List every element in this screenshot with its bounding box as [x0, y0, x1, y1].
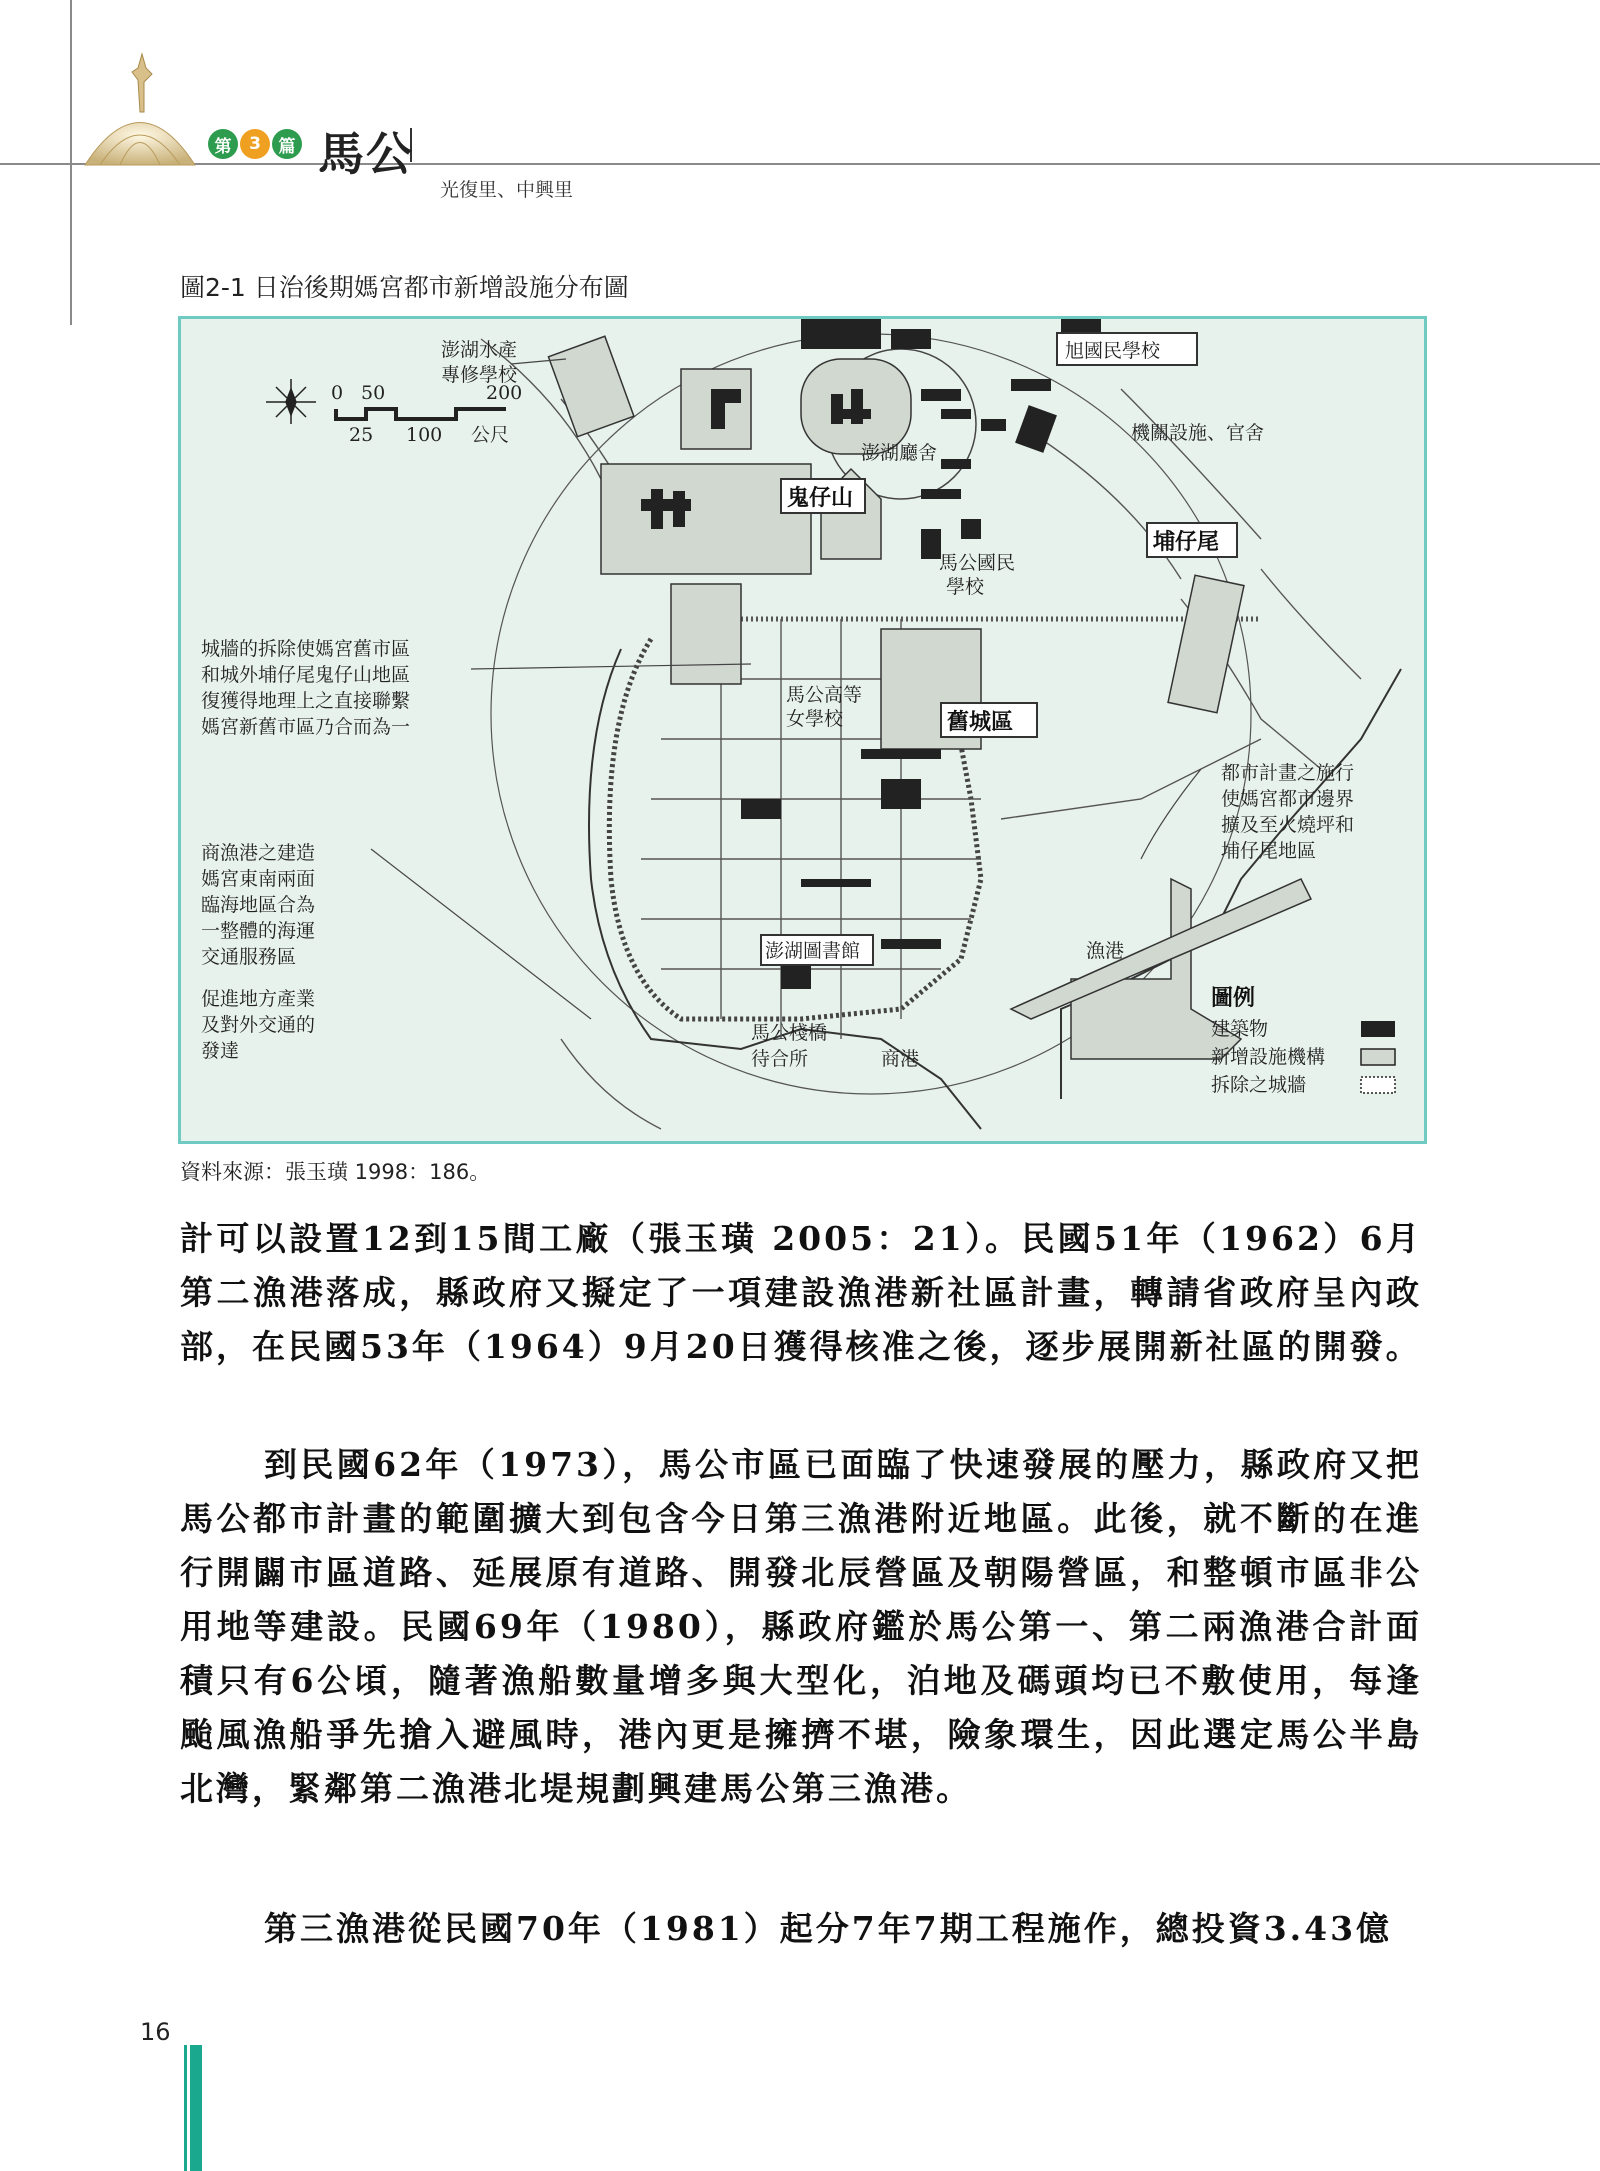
chapter-title: 馬公	[318, 127, 414, 181]
svg-text:復獲得地理上之直接聯繫: 復獲得地理上之直接聯繫	[201, 690, 411, 712]
chapter-subtitle: 光復里、中興里	[440, 179, 574, 201]
svg-text:舊城區: 舊城區	[947, 710, 1014, 735]
svg-text:媽宮東南兩面: 媽宮東南兩面	[201, 868, 316, 890]
svg-text:專修學校: 專修學校	[441, 364, 518, 386]
figure-source: 資料來源：張玉璜 1998：186。	[180, 1160, 491, 1184]
svg-text:埔仔尾地區: 埔仔尾地區	[1221, 840, 1317, 862]
svg-text:100: 100	[406, 424, 443, 446]
page-number: 16	[140, 2018, 171, 2046]
svg-text:一整體的海運: 一整體的海運	[201, 920, 316, 942]
body-paragraph-3: 第三漁港從民國70年（1981）起分7年7期工程施作，總投資3.43億	[264, 1909, 1393, 1948]
svg-text:新增設施機構: 新增設施機構	[1211, 1046, 1326, 1068]
svg-text:0: 0	[331, 382, 344, 404]
header-rule-horizontal	[0, 163, 1600, 165]
compass-icon	[266, 379, 316, 424]
svg-text:城牆的拆除使媽宮舊市區: 城牆的拆除使媽宮舊市區	[201, 638, 411, 660]
svg-text:都市計畫之施行: 都市計畫之施行	[1221, 762, 1355, 784]
svg-text:交通服務區: 交通服務區	[201, 946, 297, 968]
statue-dome-logo	[80, 50, 200, 168]
footer-accent-line	[184, 2045, 187, 2171]
svg-text:澎湖水產: 澎湖水產	[441, 339, 518, 361]
svg-text:臨海地區合為: 臨海地區合為	[201, 894, 316, 916]
svg-text:200: 200	[486, 382, 523, 404]
chapter-badge	[208, 128, 302, 160]
svg-text:澎湖廳舍: 澎湖廳舍	[861, 442, 938, 464]
svg-text:商港: 商港	[881, 1048, 920, 1070]
map-figure	[178, 316, 1427, 1144]
body-paragraph-1: 計可以設置12到15間工廠（張玉璜 2005：21）。民國51年（1962）6月第二漁港落成，縣政府又擬定了一項建設漁港新社區計畫，轉請省政府呈內政部，在民國53年（1964）9月20日獲得核准之後，逐步展開新社區的開發。	[180, 1219, 1422, 1366]
svg-text:馬公棧橋: 馬公棧橋	[751, 1022, 828, 1044]
svg-text:女學校: 女學校	[786, 708, 844, 730]
svg-text:馬公高等: 馬公高等	[786, 684, 863, 706]
chapter-prefix: 第	[208, 129, 238, 159]
svg-text:埔仔尾: 埔仔尾	[1153, 530, 1220, 555]
svg-text:旭國民學校: 旭國民學校	[1065, 340, 1161, 362]
svg-text:漁港: 漁港	[1086, 940, 1125, 962]
svg-text:圖例: 圖例	[1211, 986, 1256, 1011]
svg-text:商漁港之建造: 商漁港之建造	[201, 842, 316, 864]
body-paragraph-2: 到民國62年（1973），馬公市區已面臨了快速發展的壓力，縣政府又把馬公都市計畫的範圍擴大到包含今日第三漁港附近地區。此後，就不斷的在進行開闢市區道路、延展原有道路、開發北辰營區及朝陽營區，和整頓市區非公用地等建設。民國69年（1980），縣政府鑑於馬公第一、第二兩漁港合計面積只有6公頃，隨著漁船數量增多與大型化，泊地及碼頭均已不敷使用，每逢颱風漁船爭先搶入避風時，港內更是擁擠不堪，險象環生，因此選定馬公半島北灣，緊鄰第二漁港北堤規劃興建馬公第三漁港。	[180, 1445, 1422, 1808]
svg-text:拆除之城牆: 拆除之城牆	[1211, 1074, 1307, 1096]
chapter-number: 3	[240, 129, 270, 159]
svg-text:馬公國民: 馬公國民	[939, 552, 1016, 574]
svg-text:和城外埔仔尾鬼仔山地區: 和城外埔仔尾鬼仔山地區	[201, 664, 411, 686]
footer-accent-bar	[190, 2045, 202, 2171]
svg-text:機關設施、官舍: 機關設施、官舍	[1131, 422, 1265, 444]
svg-text:待合所: 待合所	[751, 1048, 809, 1070]
svg-text:50: 50	[361, 382, 386, 404]
svg-text:促進地方產業: 促進地方產業	[201, 988, 316, 1010]
svg-text:公尺: 公尺	[471, 424, 510, 446]
header-rule-vertical	[70, 0, 72, 325]
svg-text:建築物: 建築物	[1211, 1018, 1269, 1040]
chapter-suffix: 篇	[272, 129, 302, 159]
svg-text:學校: 學校	[946, 576, 985, 598]
svg-text:媽宮新舊市區乃合而為一: 媽宮新舊市區乃合而為一	[201, 716, 411, 738]
svg-text:25: 25	[349, 424, 374, 446]
figure-caption: 圖2-1 日治後期媽宮都市新增設施分布圖	[180, 273, 629, 302]
svg-text:澎湖圖書館: 澎湖圖書館	[765, 940, 861, 962]
svg-text:發達: 發達	[201, 1040, 240, 1062]
svg-text:擴及至火燒坪和: 擴及至火燒坪和	[1221, 814, 1355, 836]
svg-text:及對外交通的: 及對外交通的	[201, 1014, 316, 1036]
scale-bar	[331, 382, 522, 446]
map-drawing	[181, 319, 1424, 1141]
svg-text:使媽宮都市邊界: 使媽宮都市邊界	[1221, 788, 1355, 810]
svg-text:鬼仔山: 鬼仔山	[787, 486, 854, 511]
